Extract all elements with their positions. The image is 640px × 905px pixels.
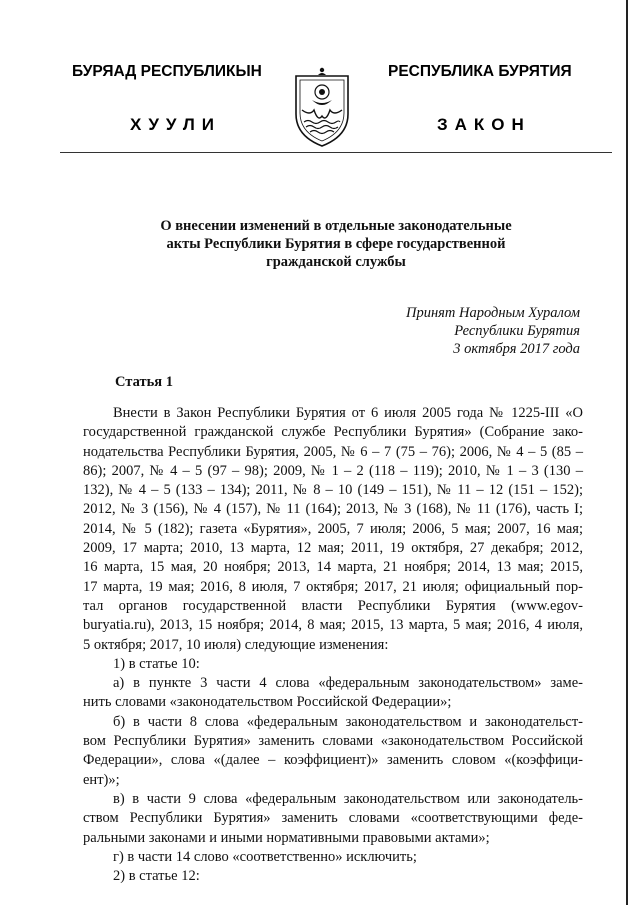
document-title (60, 217, 612, 271)
adoption-line: Республики Бурятия (454, 323, 580, 339)
body-line: в) в части 9 слова «федеральным законодательством или законодатель- (113, 790, 583, 807)
body-line: 17 марта, 19 мая; 2016, 8 июля, 7 октября; 2017, 21 июля; официальный пор- (83, 578, 583, 595)
body-line: нить словами «законодательством Российской Федерации»; (83, 694, 452, 711)
article-body (83, 404, 583, 886)
body-line: государственной гражданской службе Республики Бурятия» (Собрание зако- (83, 424, 583, 441)
body-line: buryatia.ru), 2013, 15 ноября; 2014, 8 мая; 2015, 13 марта, 5 мая; 2016, 4 июля, (83, 617, 583, 634)
coat-of-arms-icon (292, 66, 352, 148)
body-line: г) в части 14 слово «соответственно» исключить; (113, 848, 417, 865)
adoption-note (330, 304, 580, 358)
header-right-top: РЕСПУБЛИКА БУРЯТИЯ (388, 63, 572, 80)
page-edge (626, 0, 628, 905)
body-line: ент)»; (83, 771, 120, 788)
header-right-bottom: ЗАКОН (437, 115, 531, 134)
body-line: 2014, № 5 (182); газета «Бурятия», 2005, 7 июля; 2006, 5 мая; 2007, 16 мая; (83, 520, 583, 537)
title-line: О внесении изменений в отдельные законодательные (160, 218, 512, 234)
body-line: ством Республики Бурятия» заменить словами «соответствующими феде- (83, 810, 583, 827)
body-line: Федерации», слова «(далее – коэффициент)» заменить словом «(коэффици- (83, 752, 583, 769)
body-line: 2009, 17 марта; 2010, 13 марта, 12 мая; 2011, 19 октября, 27 декабря; 2012, (83, 540, 583, 557)
body-line: вом Республики Бурятия» заменить словами «законодательством Российской (83, 733, 583, 750)
title-line: гражданской службы (266, 254, 406, 270)
title-line: акты Республики Бурятия в сфере государственной (166, 236, 506, 252)
body-line: 2012, № 3 (156), № 4 (157), № 11 (164); 2013, № 3 (168), № 11 (176), часть I; (83, 501, 583, 518)
header-left-bottom: ХУУЛИ (130, 115, 221, 134)
body-line: 16 марта, 15 мая, 20 ноября; 2013, 14 марта, 21 ноября; 2014, 13 мая; 2015, (83, 559, 583, 576)
article-heading: Статья 1 (115, 374, 173, 390)
body-line: тал органов государственной власти Республики Бурятия (www.egov- (83, 597, 583, 614)
body-line: нодательства Республики Бурятия, 2005, № 6 – 7 (75 – 76); 2006, № 4 – 5 (85 – (83, 443, 583, 460)
body-line: Внести в Закон Республики Бурятия от 6 июля 2005 года № 1225-III «О (113, 405, 583, 421)
body-line: 5 октября; 2017, 10 июля) следующие изменения: (83, 636, 389, 653)
body-line: 86); 2007, № 4 – 5 (97 – 98); 2009, № 1 – 2 (118 – 119); 2010, № 1 – 3 (130 – (83, 462, 583, 479)
header-left-top: БУРЯАД РЕСПУБЛИКЫН (72, 63, 262, 80)
body-line: б) в части 8 слова «федеральным законодательством и законодательст- (113, 713, 583, 730)
body-line: 1) в статье 10: (113, 655, 200, 672)
body-line: 132), № 4 – 5 (133 – 134); 2011, № 8 – 10 (149 – 151), № 11 – 12 (151 – 152); (83, 482, 583, 499)
adoption-line: Принят Народным Хуралом (405, 305, 580, 321)
body-line: а) в пункте 3 части 4 слова «федеральным законодательством» заме- (113, 675, 583, 692)
header-divider (60, 152, 612, 153)
body-line: ральными законами и иными нормативными правовыми актами»; (83, 829, 490, 846)
body-line: 2) в статье 12: (113, 868, 200, 885)
adoption-date: 3 октября 2017 года (453, 341, 580, 357)
